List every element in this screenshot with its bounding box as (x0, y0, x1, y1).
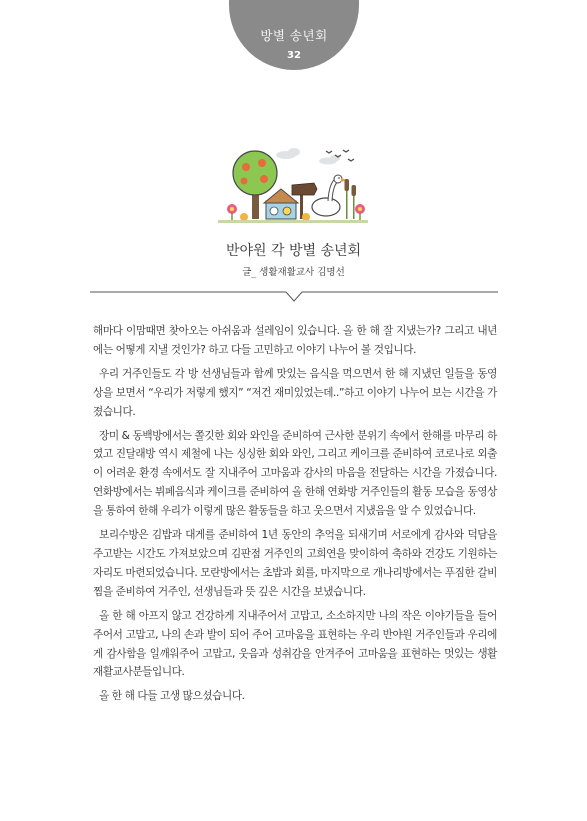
section-title: 방별 송년회 (260, 28, 328, 43)
cattail-icon (345, 179, 357, 219)
paragraph: 장미 & 동백방에서는 쫄깃한 회와 와인을 준비하여 근사한 분위기 속에서 한해를 마무리 하였고 진달래방 역시 제철에 나는 싱싱한 회와 와인, 그리고 케이크를 준비하여 코로나로 외출이 어려운 환경 속에서도 잘 지내주어 고마움과 감사의 마음을 전달하는 시간을 가졌습니다. 연화방에서는 뷔페음식과 케이크를 준비하여 올 한해 연화방 거주인들의 활동 모습을 동영상을 통하여 한해 우리가 이렇게 많은 활동들을 하고 웃으면서 지냈음을 알 수 있었습니다. (93, 429, 497, 518)
section-header-tab (229, 0, 359, 70)
cloud-icon (276, 148, 340, 165)
article-body (93, 322, 497, 711)
ground-strip (218, 220, 368, 223)
paragraph: 우리 거주인들도 각 방 선생님들과 함께 맛있는 음식을 먹으면서 한 해 지냈던 일들을 동영상을 보면서 “우리가 저렇게 했지” “저건 재미있었는데..”하고 이야기 나누어 보는 시간을 가졌습니다. (93, 367, 497, 418)
title-divider (90, 288, 498, 304)
article-title: 반야원 각 방별 송년회 (225, 243, 362, 259)
article-byline: 글_ 생활재활교사 김명선 (242, 267, 345, 278)
year-end-illustration (218, 145, 368, 227)
paragraph: 해마다 이맘때면 찾아오는 아쉬움과 설레임이 있습니다. 올 한 해 잘 지냈는가? 그리고 내년에는 어떻게 지낼 것인가? 하고 다들 고민하고 이야기 나누어 볼 것입니다. (93, 325, 497, 356)
paragraph: 올 한 해 아프지 않고 건강하게 지내주어서 고맙고, 소소하지만 나의 작은 이야기들을 들어주어서 고맙고, 나의 손과 발이 되어 주어 고마움을 표현하는 우리 반야원 거주인들과 우리에게 감사함을 일깨워주어 고맙고, 웃음과 성취감을 안겨주어 고마움을 표현하는 멋있는 생활재활교사분들입니다. (93, 609, 497, 679)
goose-icon (312, 175, 347, 216)
paragraph: 보리수방은 김밥과 대게를 준비하여 1년 동안의 추억을 되새기며 서로에게 감사와 덕담을 주고받는 시간도 가져보았으며 김판점 거주인의 고희연을 맞이하여 축하와 건강도 기원하는 자리도 마련되었습니다. 모란방에서는 초밥과 회를, 마지막으로 개나리방에서는 푸짐한 갈비찜을 준비하여 거주인, 선생님들과 뜻 깊은 시간을 보냈습니다. (93, 529, 497, 598)
paragraph: 올 한 해 다들 고생 많으셨습니다. (99, 690, 245, 703)
page-number: 32 (287, 50, 301, 61)
